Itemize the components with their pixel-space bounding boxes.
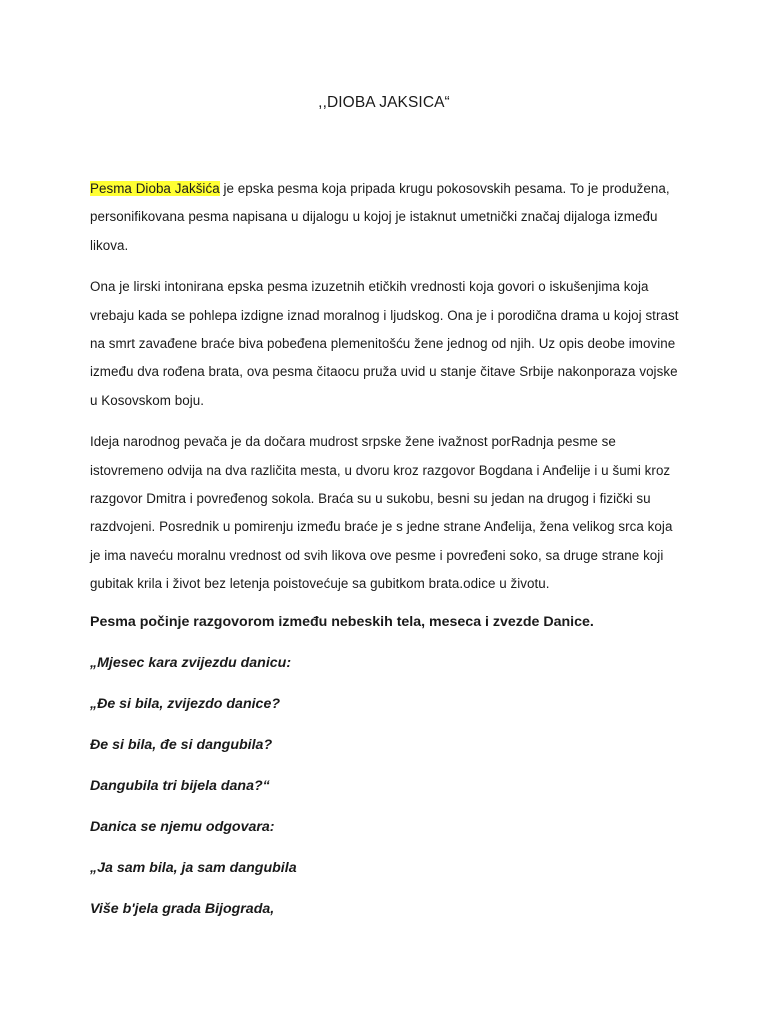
verse-line: Danica se njemu odgovara: — [90, 818, 275, 835]
verse-line: Đe si bila, đe si dangubila? — [90, 736, 273, 753]
document-title: ,,DIOBA JAKSICA“ — [318, 94, 450, 111]
paragraph-intro — [90, 175, 680, 260]
document-body — [90, 175, 680, 940]
bold-heading-line: Pesma počinje razgovorom između nebeskih tela, meseca i zvezde Danice. — [90, 613, 594, 630]
paragraph: Ona je lirski intonirana epska pesma izuzetnih etičkih vrednosti koja govori o iskušenjima koja vrebaju kada se pohlepa izdigne iznad moralnog i ljudskog. Ona je i porodična drama u kojoj strast na smrt zavađene braće biva pobeđena plemenitošću žene jednog od njih. Uz opis deobe imovine između dva rođena brata, ova pesma čitaocu pruža uvid u stanje čitave Srbije nakonporaza vojske u Kosovskom boju. — [90, 279, 679, 408]
verse-line: Dangubila tri bijela dana?“ — [90, 777, 270, 794]
paragraph: Ideja narodnog pevača je da dočara mudrost srpske žene ivažnost porRadnja pesme se istovremeno odvija na dva različita mesta, u dvoru kroz razgovor Bogdana i Anđelije i u šumi kroz razgovor Dmitra i povređenog sokola. Braća su u sukobu, besni su jedan na drugog i fizički su razdvojeni. Posrednik u pomirenju između braće je s jedne strane Anđelija, žena velikog srca koja je ima naveću moralnu vrednost od svih likova ove pesme i povređeni soko, sa druge strane koji gubitak krila i život bez letenja poistovećuje sa gubitkom brata.odice u životu. — [90, 434, 673, 592]
highlighted-text: Pesma Dioba Jakšića — [90, 181, 220, 196]
verse-line: „Đe si bila, zvijezdo danice? — [90, 695, 281, 712]
verse-line: „Mjesec kara zvijezdu danicu: — [90, 654, 292, 671]
paragraph-text: je epska pesma koja pripada krugu pokosovskih pesama. To je produžena, personifikovana pesma napisana u dijalogu u kojoj je istaknut umetnički značaj dijaloga između likova. — [90, 181, 670, 253]
verse-line: „Ja sam bila, ja sam dangubila — [90, 859, 297, 876]
verse-line: Više b'jela grada Bijograda, — [90, 900, 275, 917]
